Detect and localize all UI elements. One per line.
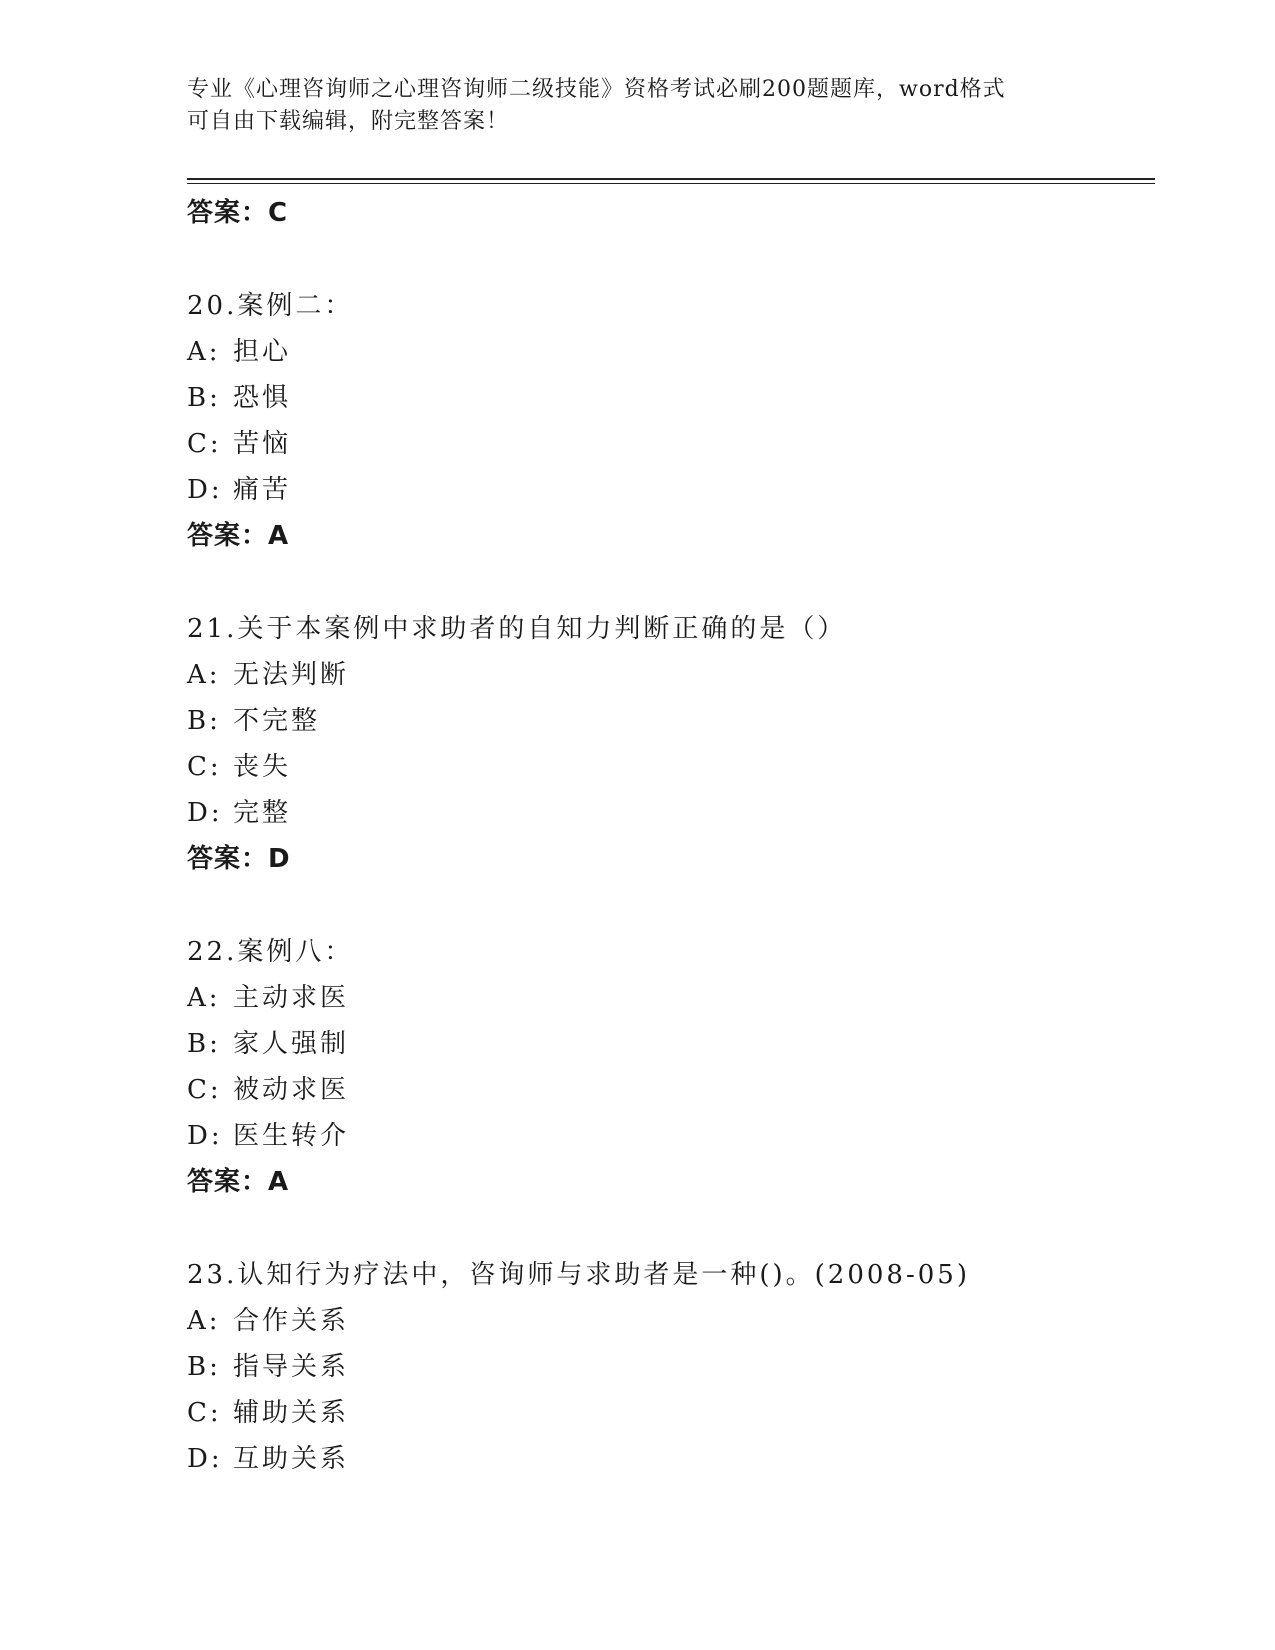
option-text: 恐惧 bbox=[233, 383, 292, 413]
option-a bbox=[187, 975, 1155, 1021]
option-letter: C: bbox=[187, 1398, 222, 1428]
option-text: 主动求医 bbox=[233, 983, 350, 1013]
question-stem: 22.案例八： bbox=[187, 937, 354, 967]
option-letter: D: bbox=[187, 798, 223, 828]
option-text: 指导关系 bbox=[233, 1352, 350, 1382]
option-b bbox=[187, 1021, 1155, 1067]
option-letter: A: bbox=[187, 983, 221, 1013]
option-text: 互助关系 bbox=[233, 1444, 350, 1474]
option-letter: B: bbox=[187, 1352, 221, 1382]
previous-answer: 答案：C bbox=[187, 198, 289, 228]
spacer bbox=[187, 882, 1155, 929]
question-stem: 20.案例二： bbox=[187, 291, 354, 321]
option-letter: A: bbox=[187, 1306, 221, 1336]
question-list bbox=[187, 190, 1155, 1482]
option-text: 合作关系 bbox=[233, 1306, 350, 1336]
option-letter: D: bbox=[187, 475, 223, 505]
option-text: 医生转介 bbox=[233, 1121, 350, 1151]
document-header bbox=[187, 74, 1067, 138]
spacer bbox=[187, 559, 1155, 606]
option-letter: B: bbox=[187, 383, 221, 413]
option-b bbox=[187, 375, 1155, 421]
header-divider-thin bbox=[187, 183, 1155, 184]
option-d bbox=[187, 467, 1155, 513]
option-a bbox=[187, 652, 1155, 698]
option-text: 无法判断 bbox=[233, 660, 350, 690]
option-b bbox=[187, 698, 1155, 744]
option-letter: D: bbox=[187, 1121, 223, 1151]
option-letter: A: bbox=[187, 337, 221, 367]
question-stem: 23.认知行为疗法中，咨询师与求助者是一种()。(2008-05) bbox=[187, 1260, 970, 1290]
question-block bbox=[187, 283, 1155, 559]
option-letter: D: bbox=[187, 1444, 223, 1474]
option-text: 苦恼 bbox=[233, 429, 292, 459]
question-block bbox=[187, 1252, 1155, 1482]
header-line-1: 专业《心理咨询师之心理咨询师二级技能》资格考试必刷200题题库，word格式 bbox=[187, 77, 1006, 102]
option-letter: C: bbox=[187, 429, 222, 459]
option-b bbox=[187, 1344, 1155, 1390]
option-d bbox=[187, 1436, 1155, 1482]
answer-line: 答案：A bbox=[187, 521, 290, 551]
option-letter: B: bbox=[187, 706, 221, 736]
question-block bbox=[187, 929, 1155, 1205]
option-d bbox=[187, 790, 1155, 836]
question-block bbox=[187, 606, 1155, 882]
option-text: 被动求医 bbox=[233, 1075, 350, 1105]
header-line-2: 可自由下载编辑，附完整答案！ bbox=[187, 109, 510, 134]
option-text: 丧失 bbox=[233, 752, 292, 782]
answer-line: 答案：A bbox=[187, 1167, 290, 1197]
option-a bbox=[187, 1298, 1155, 1344]
spacer bbox=[187, 1205, 1155, 1252]
option-c bbox=[187, 421, 1155, 467]
option-letter: C: bbox=[187, 752, 222, 782]
option-text: 不完整 bbox=[233, 706, 321, 736]
option-d bbox=[187, 1113, 1155, 1159]
option-text: 辅助关系 bbox=[233, 1398, 350, 1428]
header-divider-thick bbox=[187, 178, 1155, 180]
question-stem: 21.关于本案例中求助者的自知力判断正确的是（） bbox=[187, 614, 847, 644]
option-text: 家人强制 bbox=[233, 1029, 350, 1059]
option-letter: A: bbox=[187, 660, 221, 690]
option-letter: B: bbox=[187, 1029, 221, 1059]
option-c bbox=[187, 744, 1155, 790]
option-a bbox=[187, 329, 1155, 375]
option-c bbox=[187, 1067, 1155, 1113]
option-text: 担心 bbox=[233, 337, 292, 367]
option-letter: C: bbox=[187, 1075, 222, 1105]
spacer bbox=[187, 236, 1155, 283]
answer-line: 答案：D bbox=[187, 844, 291, 874]
option-text: 完整 bbox=[233, 798, 292, 828]
option-text: 痛苦 bbox=[233, 475, 292, 505]
option-c bbox=[187, 1390, 1155, 1436]
